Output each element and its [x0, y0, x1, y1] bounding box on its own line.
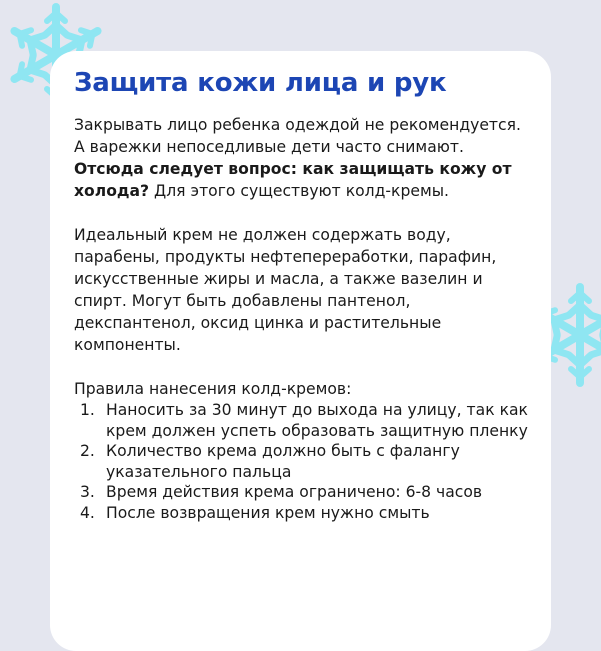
- intro-question: Отсюда следует вопрос: как защищать кожу от холода?: [74, 160, 512, 200]
- info-card: [50, 51, 551, 651]
- rule-number: 3.: [80, 483, 95, 501]
- ingredients-paragraph: Идеальный крем не должен содержать воду, парабены, продукты нефтепереработки, парафин, искусственные жиры и масла, а также вазелин и спирт. Могут быть добавлены пантенол, декспантенол, оксид цинка и растительные компоненты.: [74, 226, 497, 354]
- rule-number: 2.: [80, 442, 95, 460]
- rule-item: [80, 400, 533, 441]
- spacer: [74, 202, 533, 224]
- rules-heading: Правила нанесения колд-кремов:: [74, 380, 352, 398]
- rule-text: Количество крема должно быть с фалангу указательного пальца: [106, 442, 460, 481]
- rule-text: Наносить за 30 минут до выхода на улицу, так как крем должен успеть образовать защитную пленку: [106, 401, 528, 440]
- rule-text: Время действия крема ограничено: 6-8 часов: [106, 483, 483, 501]
- intro-tail: Для этого существуют колд-кремы.: [149, 182, 449, 200]
- intro-text: Закрывать лицо ребенка одеждой не рекомендуется. А варежки непоседливые дети часто снимают.: [74, 116, 521, 156]
- rule-item: [80, 482, 533, 503]
- spacer: [74, 356, 533, 378]
- rule-item: [80, 441, 533, 482]
- card-title: Защита кожи лица и рук: [74, 68, 447, 98]
- rules-list: [74, 400, 533, 523]
- intro-paragraph: [74, 114, 533, 202]
- rule-text: После возвращения крем нужно смыть: [106, 503, 430, 522]
- rule-number: 1.: [80, 401, 95, 419]
- rule-item: [80, 503, 533, 524]
- rule-number: 4.: [80, 503, 95, 522]
